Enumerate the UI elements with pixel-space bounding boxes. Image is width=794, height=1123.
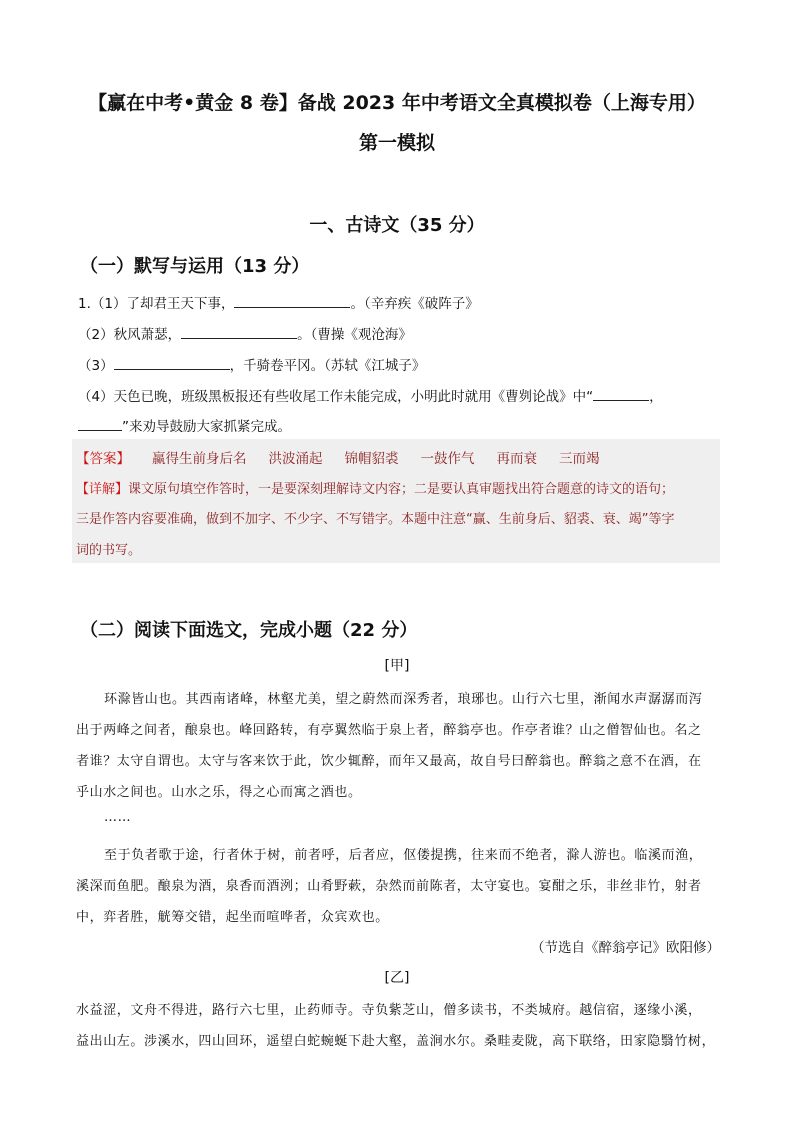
answer-item: 一鼓作气 [420,451,475,467]
answer-blank[interactable] [114,355,230,370]
passage-ellipsis: …… [104,810,132,825]
question-source: 。（曹操《观沧海》 [297,327,412,343]
passage-a-line: 中，弈者胜，觥筹交错，起坐而喧哗者，众宾欢也。 [76,910,389,925]
section-heading: 一、古诗文（35 分） [309,215,485,236]
question-text: ， [649,389,663,405]
answer-blank[interactable] [181,324,297,339]
question-text: （3） [78,358,114,374]
passage-a-line: 环滁皆山也。其西南诸峰，林壑尤美，望之蔚然而深秀者，琅琊也。山行六七里，渐闻水声潺潺而泻 [104,692,703,707]
passage-b-label: [乙] [384,970,410,986]
passage-b-line: 水益涩，文舟不得进，路行六七里，止药师寺。寺负紫芝山，僧多读书，不类城府。越信宿，逐缘小溪， [76,1003,702,1018]
part-heading-2: （二）阅读下面选文，完成小题（22 分） [80,620,418,641]
question-text: 1.（1）了却君王天下事， [78,296,235,312]
question-text: （4）天色已晚，班级黑板报还有些收尾工作未能完成，小明此时就用《曹刿论战》中“ [78,389,594,405]
answer-item: 赢得生前身后名 [152,451,247,467]
question-1-item-2 [78,323,412,343]
question-text: （2）秋风萧瑟， [78,327,182,343]
passage-a-label: [甲] [384,658,410,674]
answer-item: 锦帽貂裘 [344,451,399,467]
passage-a-source: （节选自《醉翁亭记》欧阳修） [531,940,720,956]
answer-panel [72,439,720,563]
answer-item: 再而衰 [496,451,537,467]
answer-line [76,447,600,467]
passage-a-line: 溪深而鱼肥。酿泉为酒，泉香而酒洌；山肴野蔌，杂然而前陈者，太守宴也。宴酣之乐，非丝非竹，射者 [76,879,702,894]
answer-tag: 【答案】 [76,451,130,467]
passage-a-line: 者谁？太守自谓也。太守与客来饮于此，饮少辄醉，而年又最高，故自号曰醉翁也。醉翁之意不在酒，在 [76,754,702,769]
question-source: 。（辛弃疾《破阵子》 [350,296,479,312]
detail-line-2: 三是作答内容要准确，做到不加字、不少字、不写错字。本题中注意“赢、生前身后、貂裘、衰、竭”等字 [76,512,675,527]
passage-a-line: 乎山水之间也。山水之乐，得之心而寓之酒也。 [76,785,362,800]
question-1-item-1 [78,292,479,312]
question-1-item-3 [78,354,425,374]
passage-a-line: 至于负者歌于途，行者休于树，前者呼，后者应，伛偻提携，往来而不绝者，滁人游也。临溪而渔， [104,848,703,863]
detail-line-3: 词的书写。 [76,543,142,558]
answer-blank[interactable] [78,416,122,431]
answer-item: 洪波涌起 [268,451,323,467]
detail-line-1 [76,478,674,497]
detail-text: 课文原句填空作答时，一是要深刻理解诗文内容；二是要认真审题找出符合题意的诗文的语句； [128,482,675,497]
document-subtitle: 第一模拟 [358,132,435,154]
answer-item: 三而竭 [559,451,600,467]
question-1-item-4-line-2 [78,415,291,435]
document-title: 【赢在中考•黄金 8 卷】备战 2023 年中考语文全真模拟卷（上海专用） [88,92,706,114]
question-1-item-4-line-1 [78,385,663,405]
answer-blank[interactable] [593,386,649,401]
answer-blank[interactable] [234,293,350,308]
question-text: ”来劝导鼓励大家抓紧完成。 [122,419,291,435]
question-source: ，千骑卷平冈。（苏轼《江城子》 [229,358,426,374]
detail-tag: 【详解】 [76,482,129,497]
passage-a-line: 出于两峰之间者，酿泉也。峰回路转，有亭翼然临于泉上者，醉翁亭也。作亭者谁？山之僧智仙也。名之 [76,723,702,738]
part-heading-1: （一）默写与运用（13 分） [80,256,310,277]
passage-b-line: 益出山左。涉溪水，四山回环，遥望白蛇蜿蜒下赴大壑，盖涧水尔。桑畦麦陇，高下联络，田家隐翳竹树， [76,1034,716,1049]
